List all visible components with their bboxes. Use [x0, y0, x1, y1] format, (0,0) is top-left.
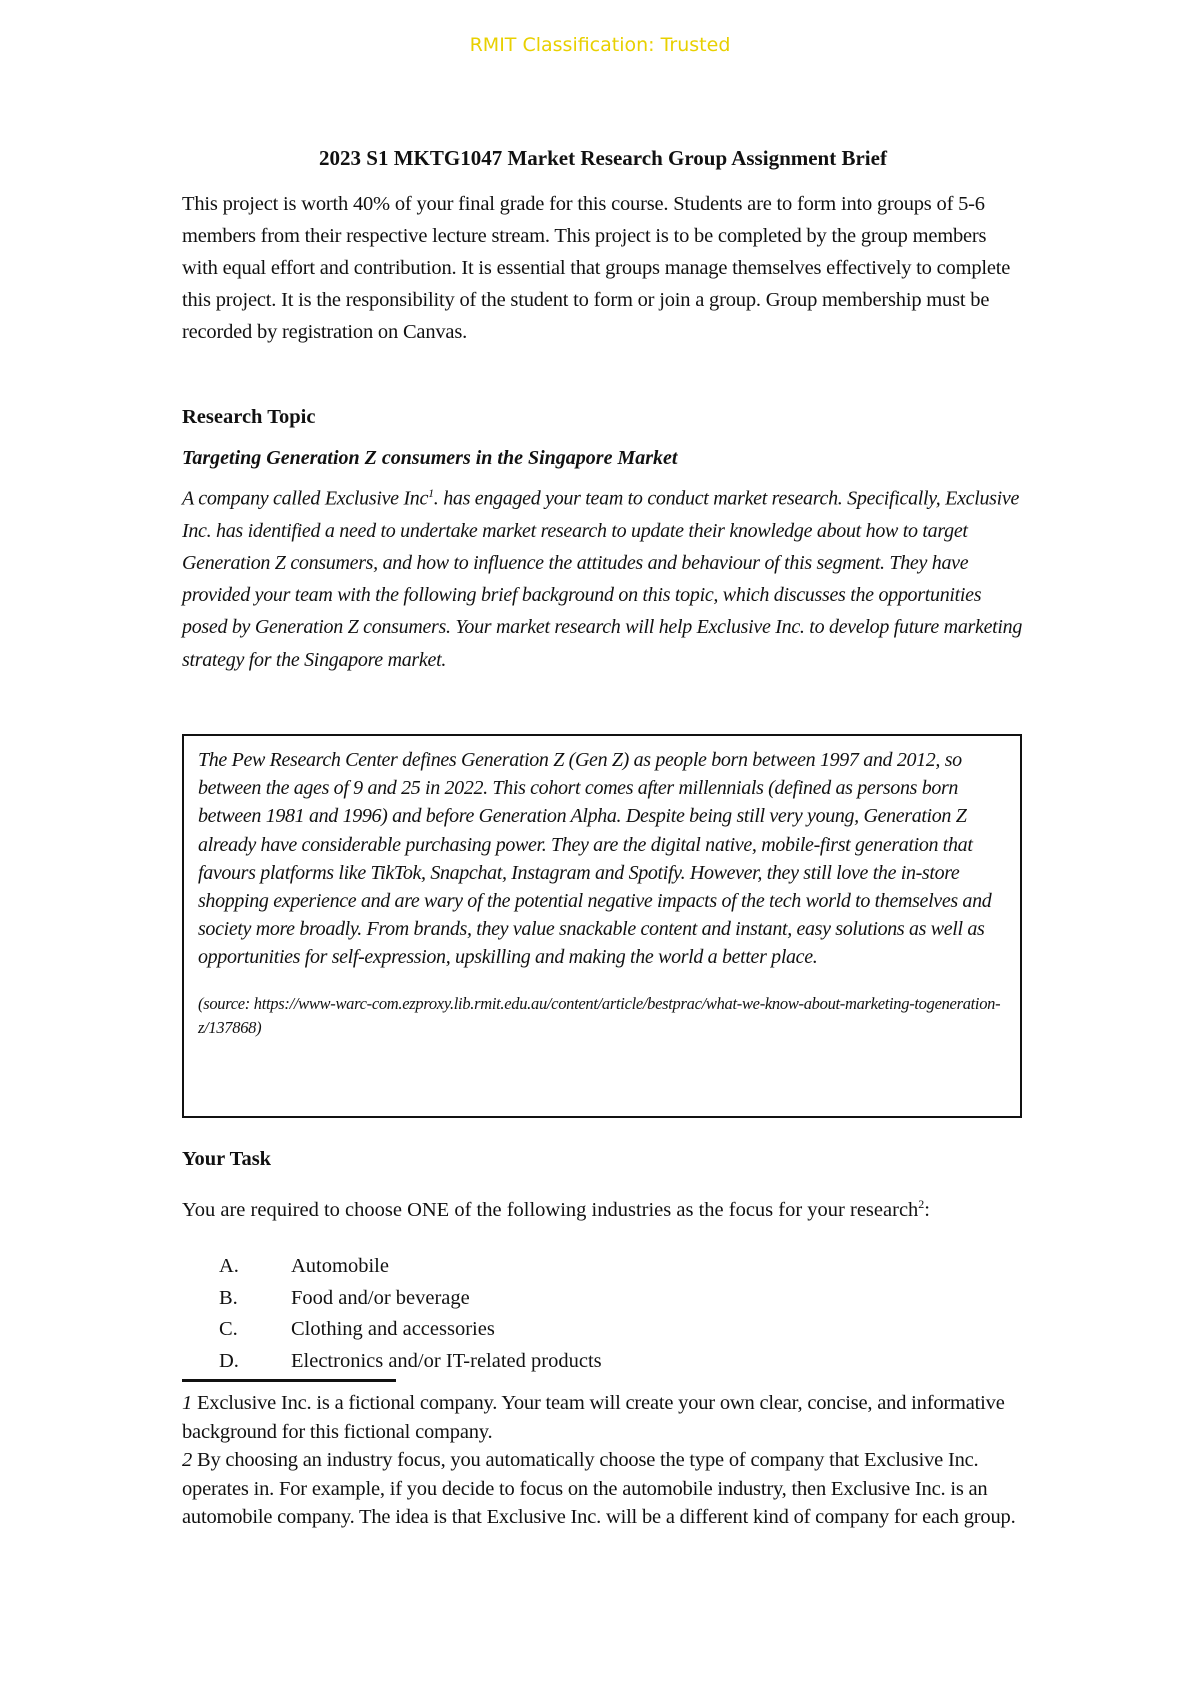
research-topic-heading: Research Topic	[182, 406, 316, 428]
footnote-ref-1[interactable]: 1	[428, 486, 434, 500]
background-quote-box	[182, 734, 1022, 1118]
footnote-1	[182, 1389, 1024, 1446]
footnote-ref-2[interactable]: 2	[918, 1197, 925, 1211]
industry-item	[219, 1314, 602, 1346]
industry-letter: B.	[219, 1286, 238, 1309]
industry-item	[219, 1283, 602, 1315]
industry-label: Electronics and/or IT-related products	[291, 1349, 602, 1372]
topic-body-part2: . has engaged your team to conduct market research. Specifically, Exclusive Inc. has identified a need to undertake market research to update their knowledge about how to target Generation Z consumers, and how to influence the attitudes and behaviour of this segment. They have provided your team with the following brief background on this topic, which discusses the opportunities posed by Generation Z consumers. Your market research will help Exclusive Inc. to develop future marketing strategy for the Singapore market.	[182, 487, 1023, 671]
industry-label: Food and/or beverage	[291, 1286, 470, 1309]
footnote-number: 1	[182, 1392, 193, 1414]
footnotes	[182, 1389, 1024, 1532]
topic-body-part1: A company called Exclusive Inc	[182, 487, 429, 510]
industry-letter: C.	[219, 1318, 238, 1340]
industry-label: Clothing and accessories	[291, 1318, 495, 1340]
industry-list	[219, 1251, 602, 1377]
intro-paragraph	[182, 188, 1024, 348]
industry-letter: A.	[219, 1255, 239, 1277]
industry-item	[219, 1251, 602, 1283]
footnote-2	[182, 1446, 1024, 1532]
footnote-text: Exclusive Inc. is a fictional company. Your team will create your own clear, concise, and informative background for this fictional company.	[182, 1392, 1005, 1443]
classification-label: RMIT Classification: Trusted	[469, 34, 731, 56]
task-intro-part1: You are required to choose ONE of the following industries as the focus for your research	[182, 1198, 919, 1221]
intro-text: This project is worth 40% of your final grade for this course. Students are to form into groups of 5-6 members from their respective lecture stream. This project is to be completed by the group members with equal effort and contribution. It is essential that groups manage themselves effectively to complete this project. It is the responsibility of the student to form or join a group. Group membership must be recorded by registration on Canvas.	[182, 193, 1011, 343]
footnote-text: By choosing an industry focus, you automatically choose the type of company that Exclusive Inc. operates in. For example, if you decide to focus on the automobile industry, then Exclusive Inc. is an automobile company. The idea is that Exclusive Inc. will be a different kind of company for each group.	[182, 1449, 1016, 1528]
page-title: 2023 S1 MKTG1047 Market Research Group Assignment Brief	[319, 146, 887, 170]
research-topic-title: Targeting Generation Z consumers in the Singapore Market	[182, 447, 678, 469]
footnote-separator	[182, 1379, 396, 1382]
research-topic-body	[182, 477, 1024, 676]
footnote-number: 2	[182, 1449, 193, 1471]
industry-letter: D.	[219, 1349, 239, 1372]
quote-body: The Pew Research Center defines Generation Z (Gen Z) as people born between 1997 and 2012, so between the ages of 9 and 25 in 2022. This cohort comes after millennials (defined as persons born between 1981 and 1996) and before Generation Alpha. Despite being still very young, Generation Z already have considerable purchasing power. They are the digital native, mobile-first generation that favours platforms like TikTok, Snapchat, Instagram and Spotify. However, they still love the in-store shopping experience and are wary of the potential negative impacts of the tech world to themselves and society more broadly. From brands, they value snackable content and instant, easy solutions as well as opportunities for self-expression, upskilling and making the world a better place.	[198, 749, 992, 969]
quote-source[interactable]: (source: https://www-warc-com.ezproxy.lib.rmit.edu.au/content/article/bestprac/what-we-know-about-marketing-togeneration-z/137868)	[198, 993, 1001, 1037]
your-task-heading: Your Task	[182, 1148, 272, 1170]
industry-item	[219, 1346, 602, 1378]
industry-label: Automobile	[291, 1255, 389, 1277]
task-intro-part2: :	[924, 1198, 930, 1221]
your-task-intro	[182, 1188, 1024, 1226]
